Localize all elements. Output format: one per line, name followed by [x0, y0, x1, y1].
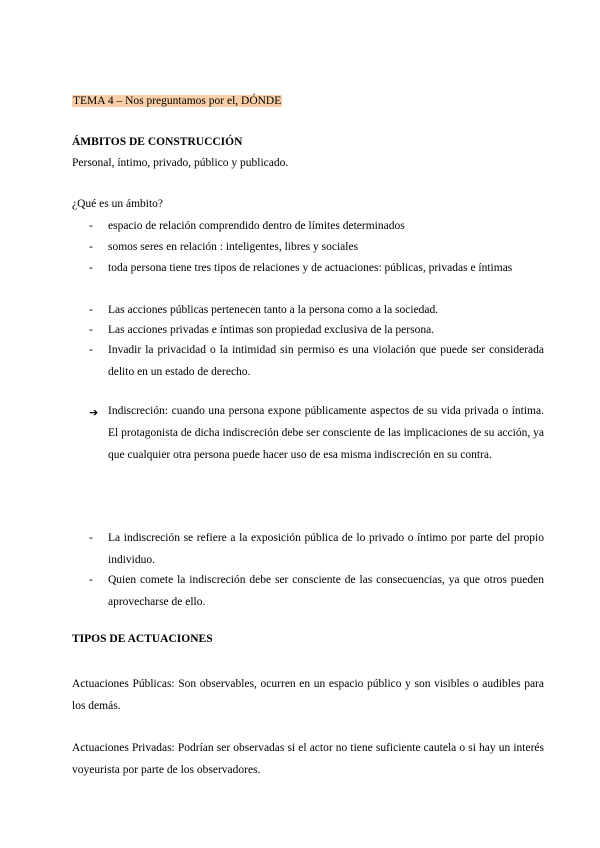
section-heading-ambitos: ÁMBITOS DE CONSTRUCCIÓN	[72, 136, 243, 148]
arrow-list-item: Indiscreción: cuando una persona expone públicamente aspectos de su vida privada o íntima. El protagonista de dicha indiscreción debe ser consciente de las implicaciones de su acción, ya que cualquier otra persona puede hacer uso de esa misma indiscreción en su contra.	[108, 405, 544, 461]
list-item: Las acciones públicas pertenecen tanto a la persona como a la sociedad.	[108, 304, 439, 316]
question-text: ¿Qué es un ámbito?	[72, 198, 164, 210]
bullet-dash: -	[89, 344, 93, 356]
paragraph-privadas: Actuaciones Privadas: Podrían ser observadas si el actor no tiene suficiente cautela o si hay un interés voyeurista por parte de los observadores.	[72, 742, 544, 776]
list-item: Quien comete la indiscreción debe ser consciente de las consecuencias, ya que otros pueden aprovecharse de ello.	[108, 574, 544, 608]
bullet-dash: -	[89, 304, 93, 316]
section-heading-tipos: TIPOS DE ACTUACIONES	[72, 633, 213, 645]
list-item: La indiscreción se refiere a la exposición pública de lo privado o íntimo por parte del propio individuo.	[108, 532, 544, 566]
list-item: Las acciones privadas e íntimas son propiedad exclusiva de la persona.	[108, 324, 435, 336]
list-item: somos seres en relación : inteligentes, libres y sociales	[108, 241, 359, 253]
bullet-dash: -	[89, 324, 93, 336]
bullet-dash: -	[89, 220, 93, 232]
list-item: espacio de relación comprendido dentro de límites determinados	[108, 220, 405, 232]
section-subtitle: Personal, íntimo, privado, público y publicado.	[72, 157, 289, 169]
document-title	[72, 95, 282, 107]
paragraph-publicas: Actuaciones Públicas: Son observables, ocurren en un espacio público y son visibles o audibles para los demás.	[72, 678, 544, 712]
bullet-dash: -	[89, 241, 93, 253]
bullet-dash: -	[89, 574, 93, 586]
title-highlight: TEMA 4 – Nos preguntamos por el, DÓNDE	[73, 95, 282, 107]
list-item: Invadir la privacidad o la intimidad sin permiso es una violación que puede ser considerada delito en un estado de derecho.	[108, 344, 544, 378]
bullet-dash: -	[89, 532, 93, 544]
bullet-dash: -	[89, 262, 93, 274]
list-item: toda persona tiene tres tipos de relaciones y de actuaciones: públicas, privadas e íntimas	[108, 262, 513, 274]
arrow-right-icon: ➔	[89, 406, 99, 419]
